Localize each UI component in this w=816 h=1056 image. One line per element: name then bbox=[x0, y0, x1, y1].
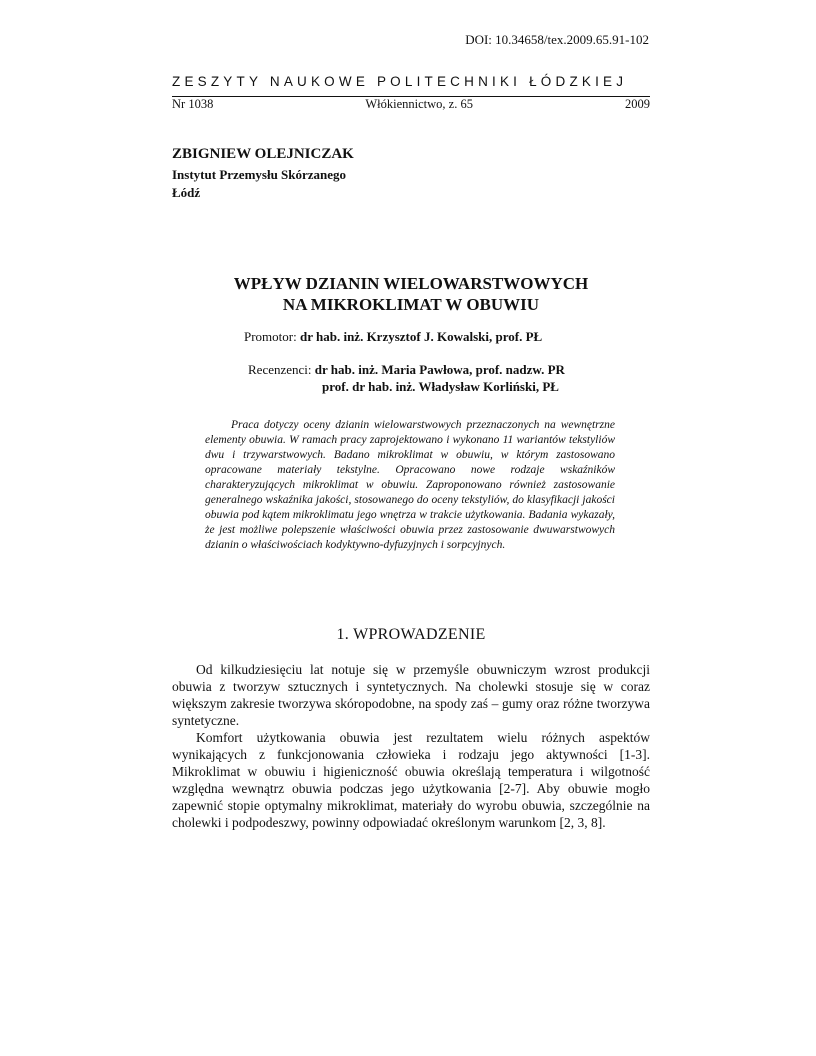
reviewers bbox=[248, 361, 565, 395]
author-institution: Instytut Przemysłu Skórzanego bbox=[172, 167, 347, 182]
author-name: ZBIGNIEW OLEJNICZAK bbox=[172, 146, 354, 162]
author-city: Łódź bbox=[172, 185, 201, 200]
series-label: Włókiennictwo, z. 65 bbox=[365, 97, 473, 111]
paragraph-2: Komfort użytkowania obuwia jest rezultatem wielu różnych aspektów wynikających z funkcjonowania człowieka i rodzaju jego aktywności [1-3]. Mikroklimat w obuwiu i higieniczność obuwia określają temperatura i wilgotność względna wewnątrz obuwia podczas jego użytkowania [2-7]. Aby obuwie mogło zapewnić stopie optymalny mikroklimat, materiały do wyrobu obuwia, szczególnie na cholewki i podpodeszwy, powinny odpowiadać określonym warunkom [2, 3, 8]. bbox=[172, 730, 650, 830]
promotor bbox=[244, 329, 542, 345]
promotor-label: Promotor: bbox=[244, 329, 300, 344]
paragraph-1: Od kilkudziesięciu lat notuje się w przemyśle obuwniczym wzrost produkcji obuwia z tworzyw sztucznych i syntetycznych. Na cholewki stosuje się w coraz większym zakresie tworzywa skóropodobne, na spody zaś – gumy oraz różne tworzywa syntetyczne. bbox=[172, 662, 650, 728]
year-label: 2009 bbox=[624, 97, 650, 111]
journal-meta-row bbox=[172, 96, 650, 112]
body-text bbox=[172, 661, 650, 831]
paper-title bbox=[172, 273, 650, 315]
reviewer-2: prof. dr hab. inż. Władysław Korliński, PŁ bbox=[322, 379, 559, 394]
paper-title-line-2: NA MIKROKLIMAT W OBUWIU bbox=[282, 295, 540, 314]
paper-title-line-1: WPŁYW DZIANIN WIELOWARSTWOWYCH bbox=[233, 274, 589, 293]
reviewers-label: Recenzenci: bbox=[248, 362, 315, 377]
promotor-name: dr hab. inż. Krzysztof J. Kowalski, prof. PŁ bbox=[299, 329, 543, 344]
reviewer-1: dr hab. inż. Maria Pawłowa, prof. nadzw. PR bbox=[314, 362, 565, 377]
section-heading: 1. WPROWADZENIE bbox=[336, 626, 486, 643]
abstract: Praca dotyczy oceny dzianin wielowarstwowych przeznaczonych na wewnętrzne elementy obuwia. W ramach pracy zaprojektowano i wykonano 11 wariantów tekstyliów dwu i trzywarstwowych. Badano mikroklimat w obuwiu, w którym zastosowano opracowane materiały tekstylne. Opracowano nowe rodzaje wskaźników charakteryzujących mikroklimat w obuwiu. Zaproponowano również zastosowanie generalnego wskaźnika jakości, stosowanego do oceny tekstyliów, do klasyfikacji jakości obuwia pod kątem mikroklimatu jego wnętrza w trakcie użytkowania. Badania wykazały, że jest możliwe polepszenie właściwości obuwia przez zastosowanie dwuwarstwowych dzianin o właściwościach kodyktywno-dyfuzyjnych i sorpcyjnych. bbox=[205, 419, 615, 551]
doi-label: DOI: 10.34658/tex.2009.65.91-102 bbox=[465, 32, 649, 47]
issue-number: Nr 1038 bbox=[172, 97, 214, 111]
journal-title: ZESZYTY NAUKOWE POLITECHNIKI ŁÓDZKIEJ bbox=[172, 74, 628, 89]
